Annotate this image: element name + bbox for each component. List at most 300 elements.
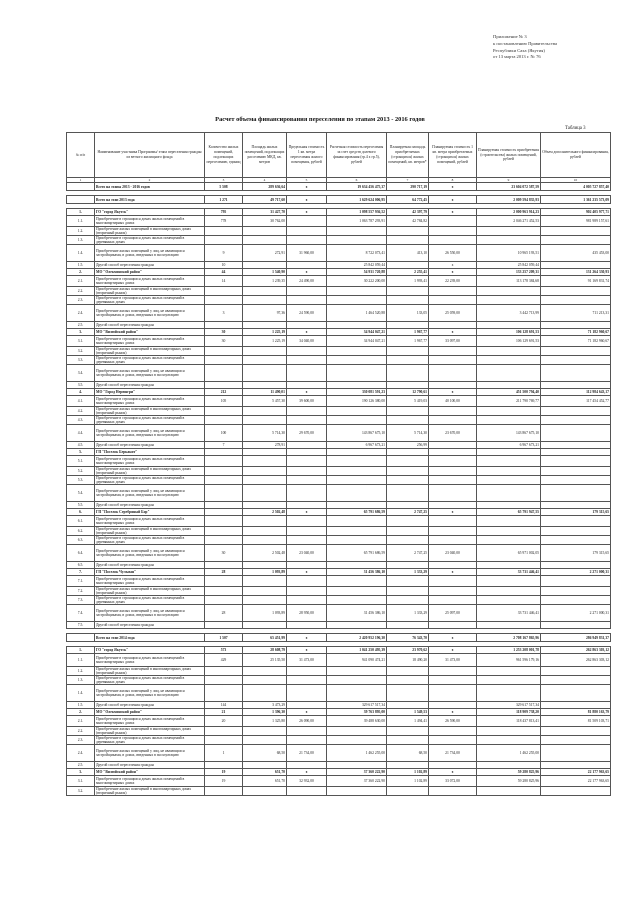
table-cell: [205, 365, 243, 382]
header-cell: Планируемая стоимость приобретения (строительства) жилых помещений, рублей: [477, 133, 541, 178]
table-cell: [477, 527, 541, 536]
header-cell: Наименование участника Программы/ этапа переселения граждан из ветхого жилищного фонда: [95, 133, 205, 178]
table-row: [67, 536, 611, 545]
table-cell: 329 617 517,34: [327, 702, 387, 709]
table-cell: 1 093,89: [243, 605, 287, 622]
row-label-cell: Приобретение жилых помещений у лиц, не являющихся застройщиками, в домах, введенных в эксплуатацию: [95, 245, 205, 262]
table-cell: [205, 449, 243, 456]
table-row: [67, 576, 611, 587]
table-cell: 5 457,30: [243, 396, 287, 407]
table-cell: [541, 416, 611, 425]
table-cell: [541, 622, 611, 629]
row-label-cell: Приобретение в строящихся домах жилых помещений в многоквартирных домах: [95, 456, 205, 467]
table-cell: [429, 467, 477, 476]
row-label-cell: Всего на этап 2014 года: [95, 634, 205, 642]
table-cell: [205, 236, 243, 245]
table-cell: [477, 416, 541, 425]
table-cell: 26 090,00: [287, 716, 327, 727]
table-cell: 28: [205, 569, 243, 576]
table-cell: [477, 476, 541, 485]
table-cell: [327, 347, 387, 356]
table-cell: [541, 685, 611, 702]
table-cell: [327, 536, 387, 545]
table-cell: [243, 787, 287, 796]
table-cell: [205, 347, 243, 356]
table-cell: 290 717,19: [387, 183, 429, 191]
table-row: [67, 396, 611, 407]
table-cell: [287, 442, 327, 449]
table-cell: 190 126 380,00: [327, 396, 387, 407]
column-number: 10: [541, 178, 611, 183]
table-cell: [477, 287, 541, 296]
table-cell: [327, 236, 387, 245]
table-cell: 1 225,19: [243, 329, 287, 336]
table-cell: [387, 536, 429, 545]
table-cell: 105: [205, 396, 243, 407]
table-cell: [429, 485, 477, 502]
table-cell: 5.4.: [67, 485, 95, 502]
table-cell: 25 059,00: [429, 305, 477, 322]
table-cell: 1 271: [205, 196, 243, 204]
table-cell: [541, 762, 611, 769]
table-cell: [387, 676, 429, 685]
row-label-cell: Приобретение в строящихся домах жилых помещений в многоквартирных домах: [95, 396, 205, 407]
table-row: [67, 305, 611, 322]
table-cell: [477, 576, 541, 587]
table-row: [67, 183, 611, 191]
table-cell: 5.: [67, 449, 95, 456]
table-cell: [387, 576, 429, 587]
table-cell: [541, 262, 611, 269]
table-cell: [429, 322, 477, 329]
table-cell: [477, 467, 541, 476]
table-row: [67, 216, 611, 227]
table-cell: [387, 667, 429, 676]
row-label-cell: Приобретение жилых помещений в многоквартирных домах (вторичный рынок): [95, 667, 205, 676]
table-row: [67, 425, 611, 442]
table-cell: [477, 787, 541, 796]
table-cell: [287, 416, 327, 425]
table-cell: 3.2.: [67, 787, 95, 796]
table-cell: [429, 416, 477, 425]
table-cell: [287, 587, 327, 596]
table-cell: 144: [205, 702, 243, 709]
approval-line: Республики Саха (Якутия): [493, 47, 545, 53]
table-cell: 1.: [67, 647, 95, 654]
table-cell: 19 634 456 475,37: [327, 183, 387, 191]
table-cell: 71 182 960,67: [541, 329, 611, 336]
table-cell: х: [287, 329, 327, 336]
table-cell: [541, 425, 611, 442]
table-cell: [429, 449, 477, 456]
table-cell: 3.3.: [67, 356, 95, 365]
table-cell: 4.4.: [67, 425, 95, 442]
row-label-cell: Приобретение в строящихся домах жилых помещений в деревянных домах: [95, 416, 205, 425]
table-cell: [429, 365, 477, 382]
table-row: [67, 456, 611, 467]
table-row: [67, 569, 611, 576]
table-cell: [205, 227, 243, 236]
table-cell: 24 590,00: [287, 305, 327, 322]
table-cell: 19: [205, 769, 243, 776]
table-cell: [327, 587, 387, 596]
table-cell: 81 509 103,71: [541, 716, 611, 727]
table-cell: [387, 296, 429, 305]
table-cell: 29 670,00: [287, 425, 327, 442]
table-cell: [477, 762, 541, 769]
table-cell: [541, 347, 611, 356]
table-cell: 34 040,00: [287, 336, 327, 347]
table-cell: 31 960,00: [287, 245, 327, 262]
table-cell: 28: [205, 605, 243, 622]
table-cell: х: [429, 269, 477, 276]
table-cell: 97,36: [243, 305, 287, 322]
table-cell: [541, 356, 611, 365]
table-cell: 1 462 255,00: [477, 745, 541, 762]
table-cell: 30 222 200,00: [327, 276, 387, 287]
column-number: 8: [429, 178, 477, 183]
table-cell: [327, 287, 387, 296]
table-row: [67, 676, 611, 685]
column-number: 7: [387, 178, 429, 183]
table-cell: [429, 442, 477, 449]
table-cell: [477, 562, 541, 569]
table-cell: [541, 516, 611, 527]
table-cell: 2 747,25: [387, 545, 429, 562]
table-cell: х: [287, 196, 327, 204]
row-label-cell: Приобретение жилых помещений в многоквартирных домах (вторичный рынок): [95, 727, 205, 736]
table-cell: [205, 736, 243, 745]
table-cell: х: [429, 183, 477, 191]
table-cell: [287, 407, 327, 416]
table-cell: [243, 596, 287, 605]
table-cell: [243, 476, 287, 485]
table-cell: 6.5.: [67, 562, 95, 569]
table-cell: [243, 262, 287, 269]
table-cell: [327, 685, 387, 702]
table-cell: 25 097,00: [429, 605, 477, 622]
table-cell: [541, 287, 611, 296]
table-cell: 7.4.: [67, 605, 95, 622]
row-label-cell: Приобретение жилых помещений у лиц, не являющихся застройщиками, в домах, введенных в эксплуатацию: [95, 425, 205, 442]
table-cell: [387, 449, 429, 456]
row-label-cell: Другой способ переселения граждан: [95, 562, 205, 569]
table-cell: [387, 622, 429, 629]
table-cell: [387, 347, 429, 356]
row-label-cell: Приобретение жилых помещений в многоквартирных домах (вторичный рынок): [95, 467, 205, 476]
table-cell: 2.4.: [67, 305, 95, 322]
table-cell: 64 772,45: [387, 196, 429, 204]
table-cell: [541, 667, 611, 676]
table-cell: [541, 449, 611, 456]
table-cell: 19: [205, 776, 243, 787]
table-cell: [477, 622, 541, 629]
table-body: [67, 183, 611, 796]
table-cell: 10 965 193,51: [477, 245, 541, 262]
table-cell: [477, 667, 541, 676]
table-cell: 59 280 825,96: [477, 769, 541, 776]
table-cell: 131 264 330,93: [541, 269, 611, 276]
row-label-cell: Приобретение жилых помещений в многоквартирных домах (вторичный рынок): [95, 287, 205, 296]
table-cell: [477, 536, 541, 545]
table-cell: 3: [205, 305, 243, 322]
table-cell: 23 970,62: [387, 647, 429, 654]
table-cell: [429, 676, 477, 685]
table-cell: 39 600,00: [287, 396, 327, 407]
table-cell: [327, 727, 387, 736]
table-cell: [327, 322, 387, 329]
table-cell: [287, 236, 327, 245]
table-cell: [243, 536, 287, 545]
table-cell: 2.2.: [67, 727, 95, 736]
table-cell: [287, 365, 327, 382]
approval-block: [493, 34, 613, 61]
table-cell: [327, 502, 387, 509]
row-label-cell: Другой способ переселения граждан: [95, 442, 205, 449]
table-row: [67, 382, 611, 389]
table-cell: [327, 365, 387, 382]
table-cell: 31 456 386,10: [327, 605, 387, 622]
table-cell: 1 464 520,88: [327, 305, 387, 322]
table-cell: [477, 227, 541, 236]
table-cell: 65 451,99: [243, 634, 287, 642]
table-cell: [387, 562, 429, 569]
table-cell: х: [287, 183, 327, 191]
table-cell: 4.5.: [67, 442, 95, 449]
table-row: [67, 196, 611, 204]
table-cell: [205, 667, 243, 676]
table-row: [67, 605, 611, 622]
table-cell: 289 636,64: [243, 183, 287, 191]
table-cell: [243, 576, 287, 587]
table-cell: 1 549,53: [387, 709, 429, 716]
table-cell: [243, 685, 287, 702]
row-label-cell: Приобретение в строящихся домах жилых помещений в деревянных домах: [95, 536, 205, 545]
table-cell: [287, 676, 327, 685]
row-label-cell: Приобретение жилых помещений в многоквартирных домах (вторичный рынок): [95, 527, 205, 536]
table-row: [67, 269, 611, 276]
approval-line: Приложение № 3: [493, 34, 527, 39]
table-cell: [243, 347, 287, 356]
table-cell: [541, 736, 611, 745]
table-cell: 1 102,89: [387, 776, 429, 787]
table-cell: х: [429, 389, 477, 396]
table-cell: [541, 407, 611, 416]
table-cell: 133,05: [387, 305, 429, 322]
table-cell: [287, 476, 327, 485]
row-label-cell: Приобретение жилых помещений у лиц, не являющихся застройщиками, в домах, введенных в эксплуатацию: [95, 305, 205, 322]
row-label-cell: Приобретение жилых помещений в многоквартирных домах (вторичный рынок): [95, 347, 205, 356]
table-cell: [327, 676, 387, 685]
table-cell: [327, 762, 387, 769]
table-cell: [243, 449, 287, 456]
table-row: [67, 262, 611, 269]
table-cell: [429, 762, 477, 769]
table-cell: [205, 676, 243, 685]
table-cell: 30: [205, 545, 243, 562]
table-cell: [205, 685, 243, 702]
table-cell: 1 540,90: [243, 269, 287, 276]
table-row: [67, 562, 611, 569]
table-row: [67, 685, 611, 702]
table-row: [67, 485, 611, 502]
table-cell: [541, 502, 611, 509]
table-cell: [287, 456, 327, 467]
table-cell: 3.4.: [67, 365, 95, 382]
table-cell: [287, 596, 327, 605]
table-cell: [477, 485, 541, 502]
table-cell: 31 473,00: [287, 654, 327, 667]
table-cell: 118 437 813,41: [477, 716, 541, 727]
table-cell: [387, 762, 429, 769]
table-cell: [541, 365, 611, 382]
table-cell: [287, 467, 327, 476]
table-cell: [429, 296, 477, 305]
table-cell: [205, 467, 243, 476]
table-cell: [541, 527, 611, 536]
financing-table: [66, 132, 611, 796]
table-cell: 65 791 947,55: [477, 509, 541, 516]
table-row: [67, 502, 611, 509]
table-cell: [429, 476, 477, 485]
table-row: [67, 442, 611, 449]
table-cell: 1 225,19: [243, 336, 287, 347]
table-row: [67, 209, 611, 216]
table-cell: [429, 382, 477, 389]
table-row: [67, 587, 611, 596]
row-label-cell: Приобретение жилых помещений у лиц, не являющихся застройщиками, в домах, введенных в эксплуатацию: [95, 485, 205, 502]
table-row: [67, 329, 611, 336]
table-cell: [205, 456, 243, 467]
table-cell: 7.2.: [67, 587, 95, 596]
table-cell: 1.5.: [67, 702, 95, 709]
table-cell: [477, 456, 541, 467]
table-cell: [243, 667, 287, 676]
table-cell: 272,91: [243, 245, 287, 262]
table-cell: [477, 356, 541, 365]
table-row: [67, 622, 611, 629]
table-cell: [477, 382, 541, 389]
table-cell: 1 993,41: [387, 276, 429, 287]
row-label-cell: Приобретение в строящихся домах жилых помещений в деревянных домах: [95, 296, 205, 305]
table-cell: 71 182 960,67: [541, 336, 611, 347]
row-label-cell: Приобретение жилых помещений у лиц, не являющихся застройщиками, в домах, введенных в эксплуатацию: [95, 545, 205, 562]
table-cell: 902 405 977,71: [541, 209, 611, 216]
table-cell: 6 967 673,21: [327, 442, 387, 449]
table-row: [67, 596, 611, 605]
table-cell: 32 932,00: [287, 776, 327, 787]
table-cell: [541, 476, 611, 485]
table-cell: х: [287, 269, 327, 276]
table-cell: [327, 596, 387, 605]
table-cell: 6.1.: [67, 516, 95, 527]
table-row: [67, 745, 611, 762]
table-cell: 30: [205, 329, 243, 336]
table-cell: 1.1.: [67, 216, 95, 227]
table-cell: [243, 762, 287, 769]
table-cell: 3.1.: [67, 336, 95, 347]
row-label-cell: Всего на этап 2013 года: [95, 196, 205, 204]
table-cell: [477, 587, 541, 596]
row-label-cell: МО "Вилюйский район": [95, 329, 205, 336]
table-cell: [327, 227, 387, 236]
table-cell: [541, 676, 611, 685]
table-cell: х: [429, 509, 477, 516]
table-cell: [429, 536, 477, 545]
table-cell: 1 253 208 001,78: [477, 647, 541, 654]
table-cell: [287, 702, 327, 709]
table-cell: 6.4.: [67, 545, 95, 562]
table-cell: [243, 407, 287, 416]
table-cell: 91 169 831,74: [541, 276, 611, 287]
table-row: [67, 736, 611, 745]
row-label-cell: Приобретение в строящихся домах жилых помещений в многоквартирных домах: [95, 576, 205, 587]
table-cell: 2.2.: [67, 287, 95, 296]
table-row: [67, 227, 611, 236]
table-cell: 5 714,30: [243, 425, 287, 442]
table-cell: [477, 596, 541, 605]
table-cell: [541, 727, 611, 736]
table-cell: [205, 509, 243, 516]
table-cell: 2 708 167 865,96: [477, 634, 541, 642]
table-cell: [541, 702, 611, 709]
table-cell: [477, 449, 541, 456]
table-cell: х: [287, 647, 327, 654]
table-cell: [205, 527, 243, 536]
row-label-cell: ГП "Поселок Беркакит": [95, 449, 205, 456]
table-cell: [205, 576, 243, 587]
table-cell: [429, 702, 477, 709]
table-cell: [327, 449, 387, 456]
table-cell: [429, 576, 477, 587]
table-cell: [429, 347, 477, 356]
table-cell: [287, 516, 327, 527]
table-cell: [205, 416, 243, 425]
table-cell: [327, 296, 387, 305]
table-cell: 5 508: [205, 183, 243, 191]
table-cell: 286 949 831,37: [541, 634, 611, 642]
table-cell: 106 128 691,53: [477, 329, 541, 336]
table-cell: [205, 407, 243, 416]
table-row: [67, 769, 611, 776]
table-row: [67, 347, 611, 356]
table-cell: 1.2.: [67, 667, 95, 676]
row-label-cell: ГО "город Якутск": [95, 647, 205, 654]
table-row: [67, 416, 611, 425]
table-cell: 22 177 963,65: [541, 776, 611, 787]
table-cell: 21 734,00: [429, 745, 477, 762]
table-cell: 1.4.: [67, 245, 95, 262]
table-cell: 1 041 250 495,39: [327, 647, 387, 654]
table-row: [67, 776, 611, 787]
table-row: [67, 449, 611, 456]
table-row: [67, 476, 611, 485]
row-label-cell: Всего на этапы 2013 - 2016 годов: [95, 183, 205, 191]
table-cell: 8 722 073,41: [327, 245, 387, 262]
table-cell: 34 944 047,21: [327, 336, 387, 347]
table-cell: 133 257 209,31: [477, 269, 541, 276]
table-cell: 2 000 963 914,23: [477, 209, 541, 216]
table-cell: 65 791 686,59: [327, 509, 387, 516]
table-row: [67, 287, 611, 296]
table-cell: [429, 667, 477, 676]
table-cell: [429, 736, 477, 745]
table-cell: [387, 407, 429, 416]
table-cell: [387, 516, 429, 527]
table-cell: [387, 527, 429, 536]
table-cell: 11 490,01: [243, 389, 287, 396]
table-row: [67, 296, 611, 305]
